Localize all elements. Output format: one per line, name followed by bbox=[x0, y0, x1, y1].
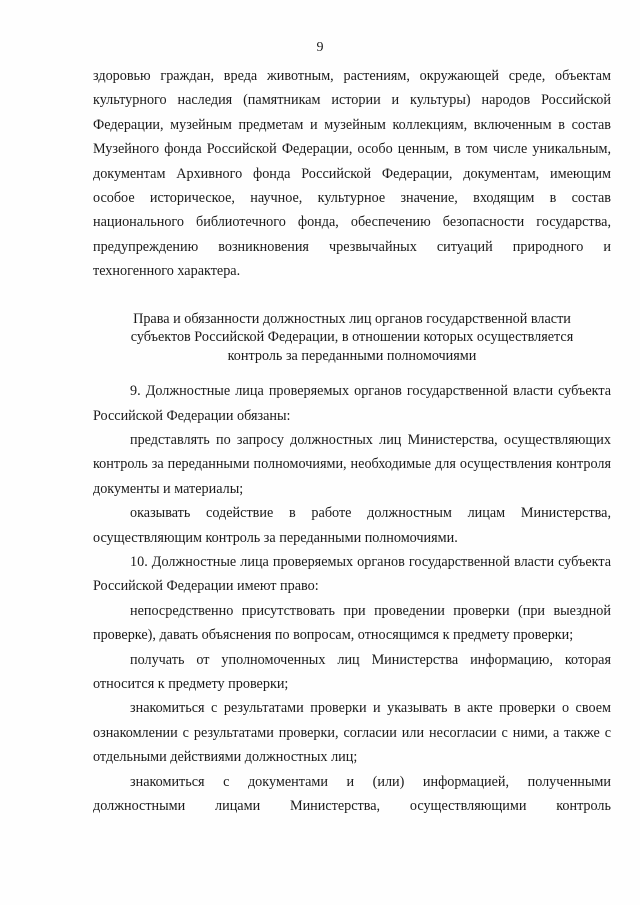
paragraph-obligation-documents: представлять по запросу должностных лиц Министерства, осуществляющих контроль за переданными полномочиями, необходимые для осуществления контроля документы и материалы; bbox=[93, 431, 611, 497]
section-heading-line: контроль за переданными полномочиями bbox=[227, 347, 477, 364]
document-body bbox=[93, 64, 611, 818]
page-number: 9 bbox=[316, 40, 324, 55]
paragraph-item-10: 10. Должностные лица проверяемых органов государственной власти субъекта Российской Федерации имеют право: bbox=[93, 554, 611, 595]
paragraph-continuation: здоровью граждан, вреда животным, растениям, окружающей среде, объектам культурного наследия (памятникам истории и культуры) народов Российской Федерации, музейным предметам и музейным коллекциям, включенным в состав Музейного фонда Российской Федерации, особо ценным, в том числе уникальным, документам Архивного фонда Российской Федерации, документам, имеющим особое историческое, научное, культурное значение, входящим в состав национального библиотечного фонда, обеспечению безопасности государства, предупреждению возникновения чрезвычайных ситуаций природного и техногенного характера. bbox=[93, 68, 611, 280]
section-heading bbox=[93, 310, 611, 366]
paragraph-right-information: получать от уполномоченных лиц Министерства информацию, которая относится к предмету проверки; bbox=[93, 651, 611, 693]
section-heading-line: субъектов Российской Федерации, в отношении которых осуществляется bbox=[130, 329, 574, 346]
section-heading-line: Права и обязанности должностных лиц органов государственной власти bbox=[133, 310, 571, 327]
paragraph-item-9: 9. Должностные лица проверяемых органов государственной власти субъекта Российской Федерации обязаны: bbox=[93, 383, 611, 424]
paragraph-right-documents: знакомиться с документами и (или) информацией, полученными должностными лицами Министерства, осуществляющими контроль bbox=[93, 773, 611, 815]
paragraph-obligation-assist: оказывать содействие в работе должностным лицам Министерства, осуществляющим контроль за переданными полномочиями. bbox=[93, 505, 611, 546]
paragraph-right-attend: непосредственно присутствовать при проведении проверки (при выездной проверке), давать объяснения по вопросам, относящимся к предмету проверки; bbox=[93, 602, 611, 644]
paragraph-right-results: знакомиться с результатами проверки и указывать в акте проверки о своем ознакомлении с результатами проверки, согласии или несогласии с ними, а также с отдельными действиями должностных лиц; bbox=[93, 700, 611, 766]
